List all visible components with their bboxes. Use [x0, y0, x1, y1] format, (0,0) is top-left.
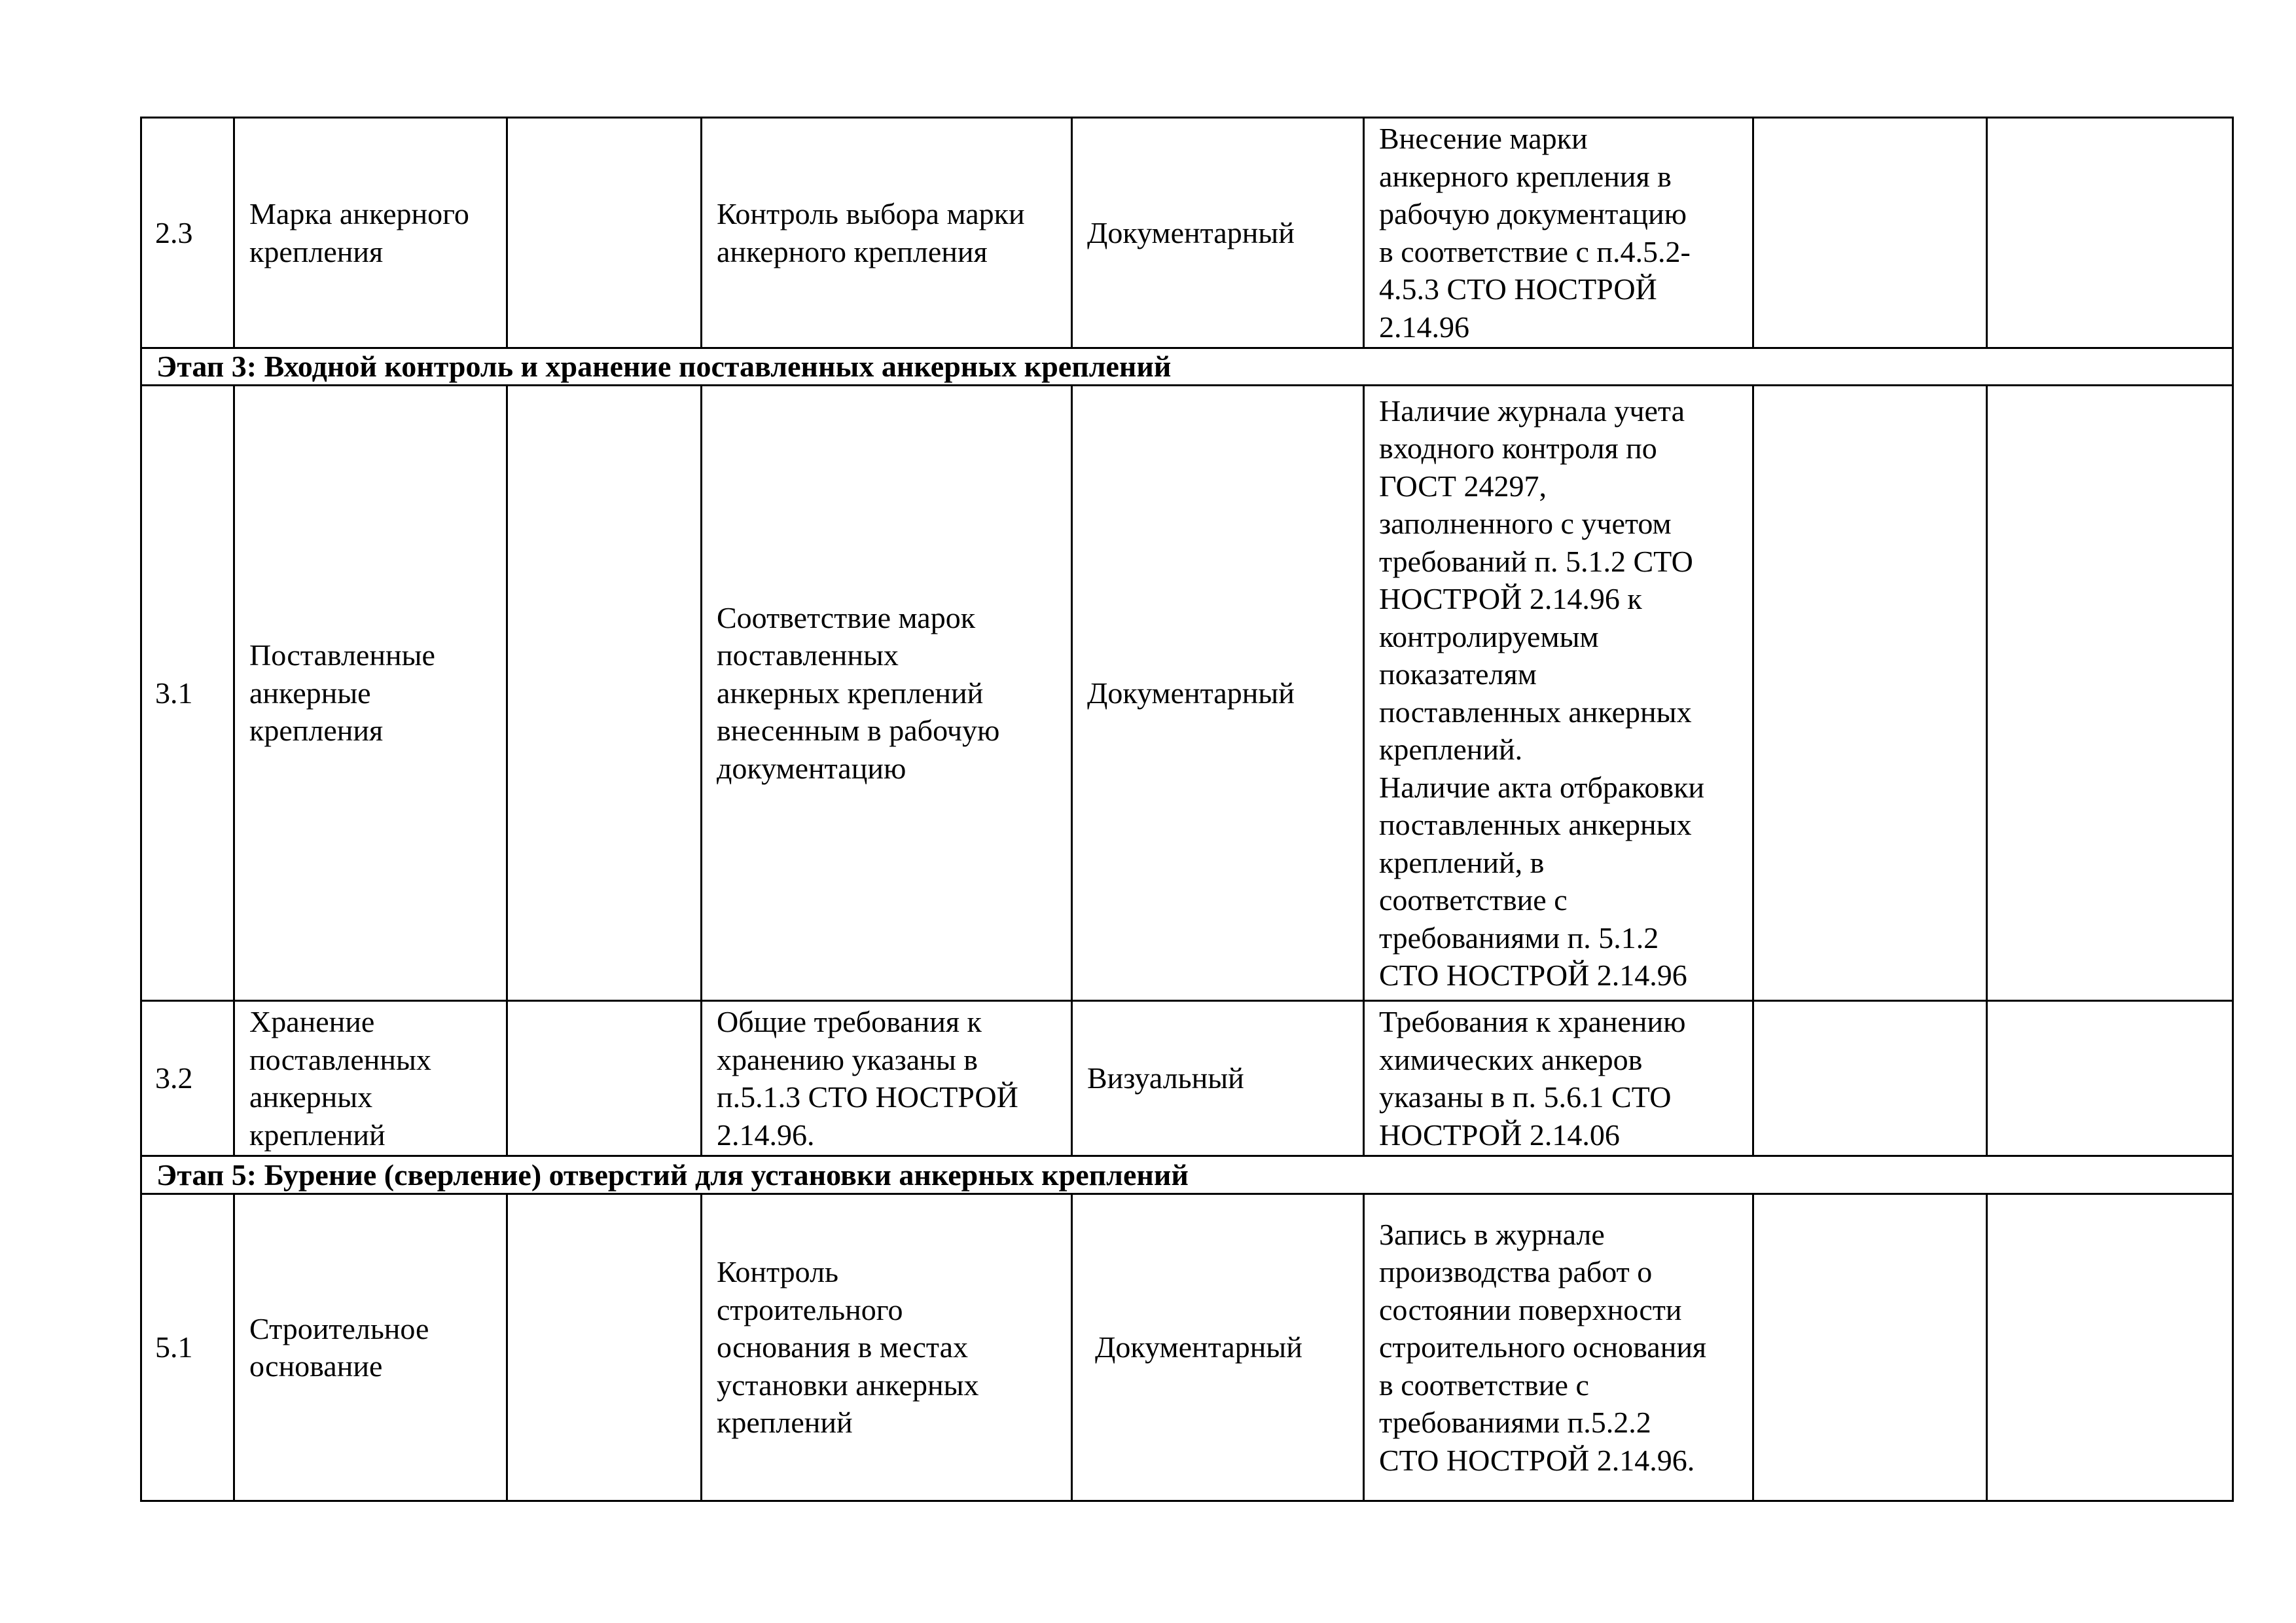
empty-cell — [1753, 1001, 1987, 1156]
control-method: Документарный — [1072, 1194, 1364, 1501]
table-row — [141, 386, 2233, 1001]
control-description: Общие требования к хранению указаны в п.5.1.3 СТО НОСТРОЙ 2.14.96. — [702, 1001, 1072, 1156]
control-method: Документарный — [1072, 118, 1364, 348]
stage-header-row — [141, 1156, 2233, 1194]
empty-cell — [1987, 1001, 2233, 1156]
control-method: Документарный — [1072, 386, 1364, 1001]
control-description: Контроль строительного основания в местах установки анкерных креплений — [702, 1194, 1072, 1501]
control-documentation: Требования к хранению химических анкеров указаны в п. 5.6.1 СТО НОСТРОЙ 2.14.06 — [1364, 1001, 1753, 1156]
control-subject — [507, 1001, 702, 1156]
control-description: Соответствие марок поставленных анкерных креплений внесенным в рабочую документацию — [702, 386, 1072, 1001]
control-method: Визуальный — [1072, 1001, 1364, 1156]
empty-cell — [1987, 386, 2233, 1001]
empty-cell — [1987, 118, 2233, 348]
table-row — [141, 1194, 2233, 1501]
row-number: 3.1 — [141, 386, 234, 1001]
control-documentation: Запись в журнале производства работ о состоянии поверхности строительного основания в соответствие с требованиями п.5.2.2 СТО НОСТРОЙ 2.14.96. — [1364, 1194, 1753, 1501]
stage-header-row — [141, 348, 2233, 386]
control-subject — [507, 1194, 702, 1501]
empty-cell — [1753, 386, 1987, 1001]
control-subject — [507, 118, 702, 348]
control-object: Строительное основание — [234, 1194, 507, 1501]
stage-title: Этап 5: Бурение (сверление) отверстий для установки анкерных креплений — [141, 1156, 2233, 1194]
control-object: Марка анкерного крепления — [234, 118, 507, 348]
row-number: 3.2 — [141, 1001, 234, 1156]
empty-cell — [1987, 1194, 2233, 1501]
control-object: Поставленные анкерные крепления — [234, 386, 507, 1001]
table-row — [141, 118, 2233, 348]
control-subject — [507, 386, 702, 1001]
control-object: Хранение поставленных анкерных креплений — [234, 1001, 507, 1156]
row-number: 5.1 — [141, 1194, 234, 1501]
control-documentation: Внесение марки анкерного крепления в рабочую документацию в соответствие с п.4.5.2- 4.5.3 СТО НОСТРОЙ 2.14.96 — [1364, 118, 1753, 348]
stage-title: Этап 3: Входной контроль и хранение поставленных анкерных креплений — [141, 348, 2233, 386]
control-description: Контроль выбора марки анкерного крепления — [702, 118, 1072, 348]
row-number: 2.3 — [141, 118, 234, 348]
table-row — [141, 1001, 2233, 1156]
control-documentation: Наличие журнала учета входного контроля по ГОСТ 24297, заполненного с учетом требований п. 5.1.2 СТО НОСТРОЙ 2.14.96 к контролируемым показателям поставленных анкерных креплений. Наличие акта отбраковки поставленных анкерных креплений, в соответствие с требованиями п. 5.1.2 СТО НОСТРОЙ 2.14.96 — [1364, 386, 1753, 1001]
quality-control-table — [140, 117, 2234, 1502]
empty-cell — [1753, 118, 1987, 348]
empty-cell — [1753, 1194, 1987, 1501]
